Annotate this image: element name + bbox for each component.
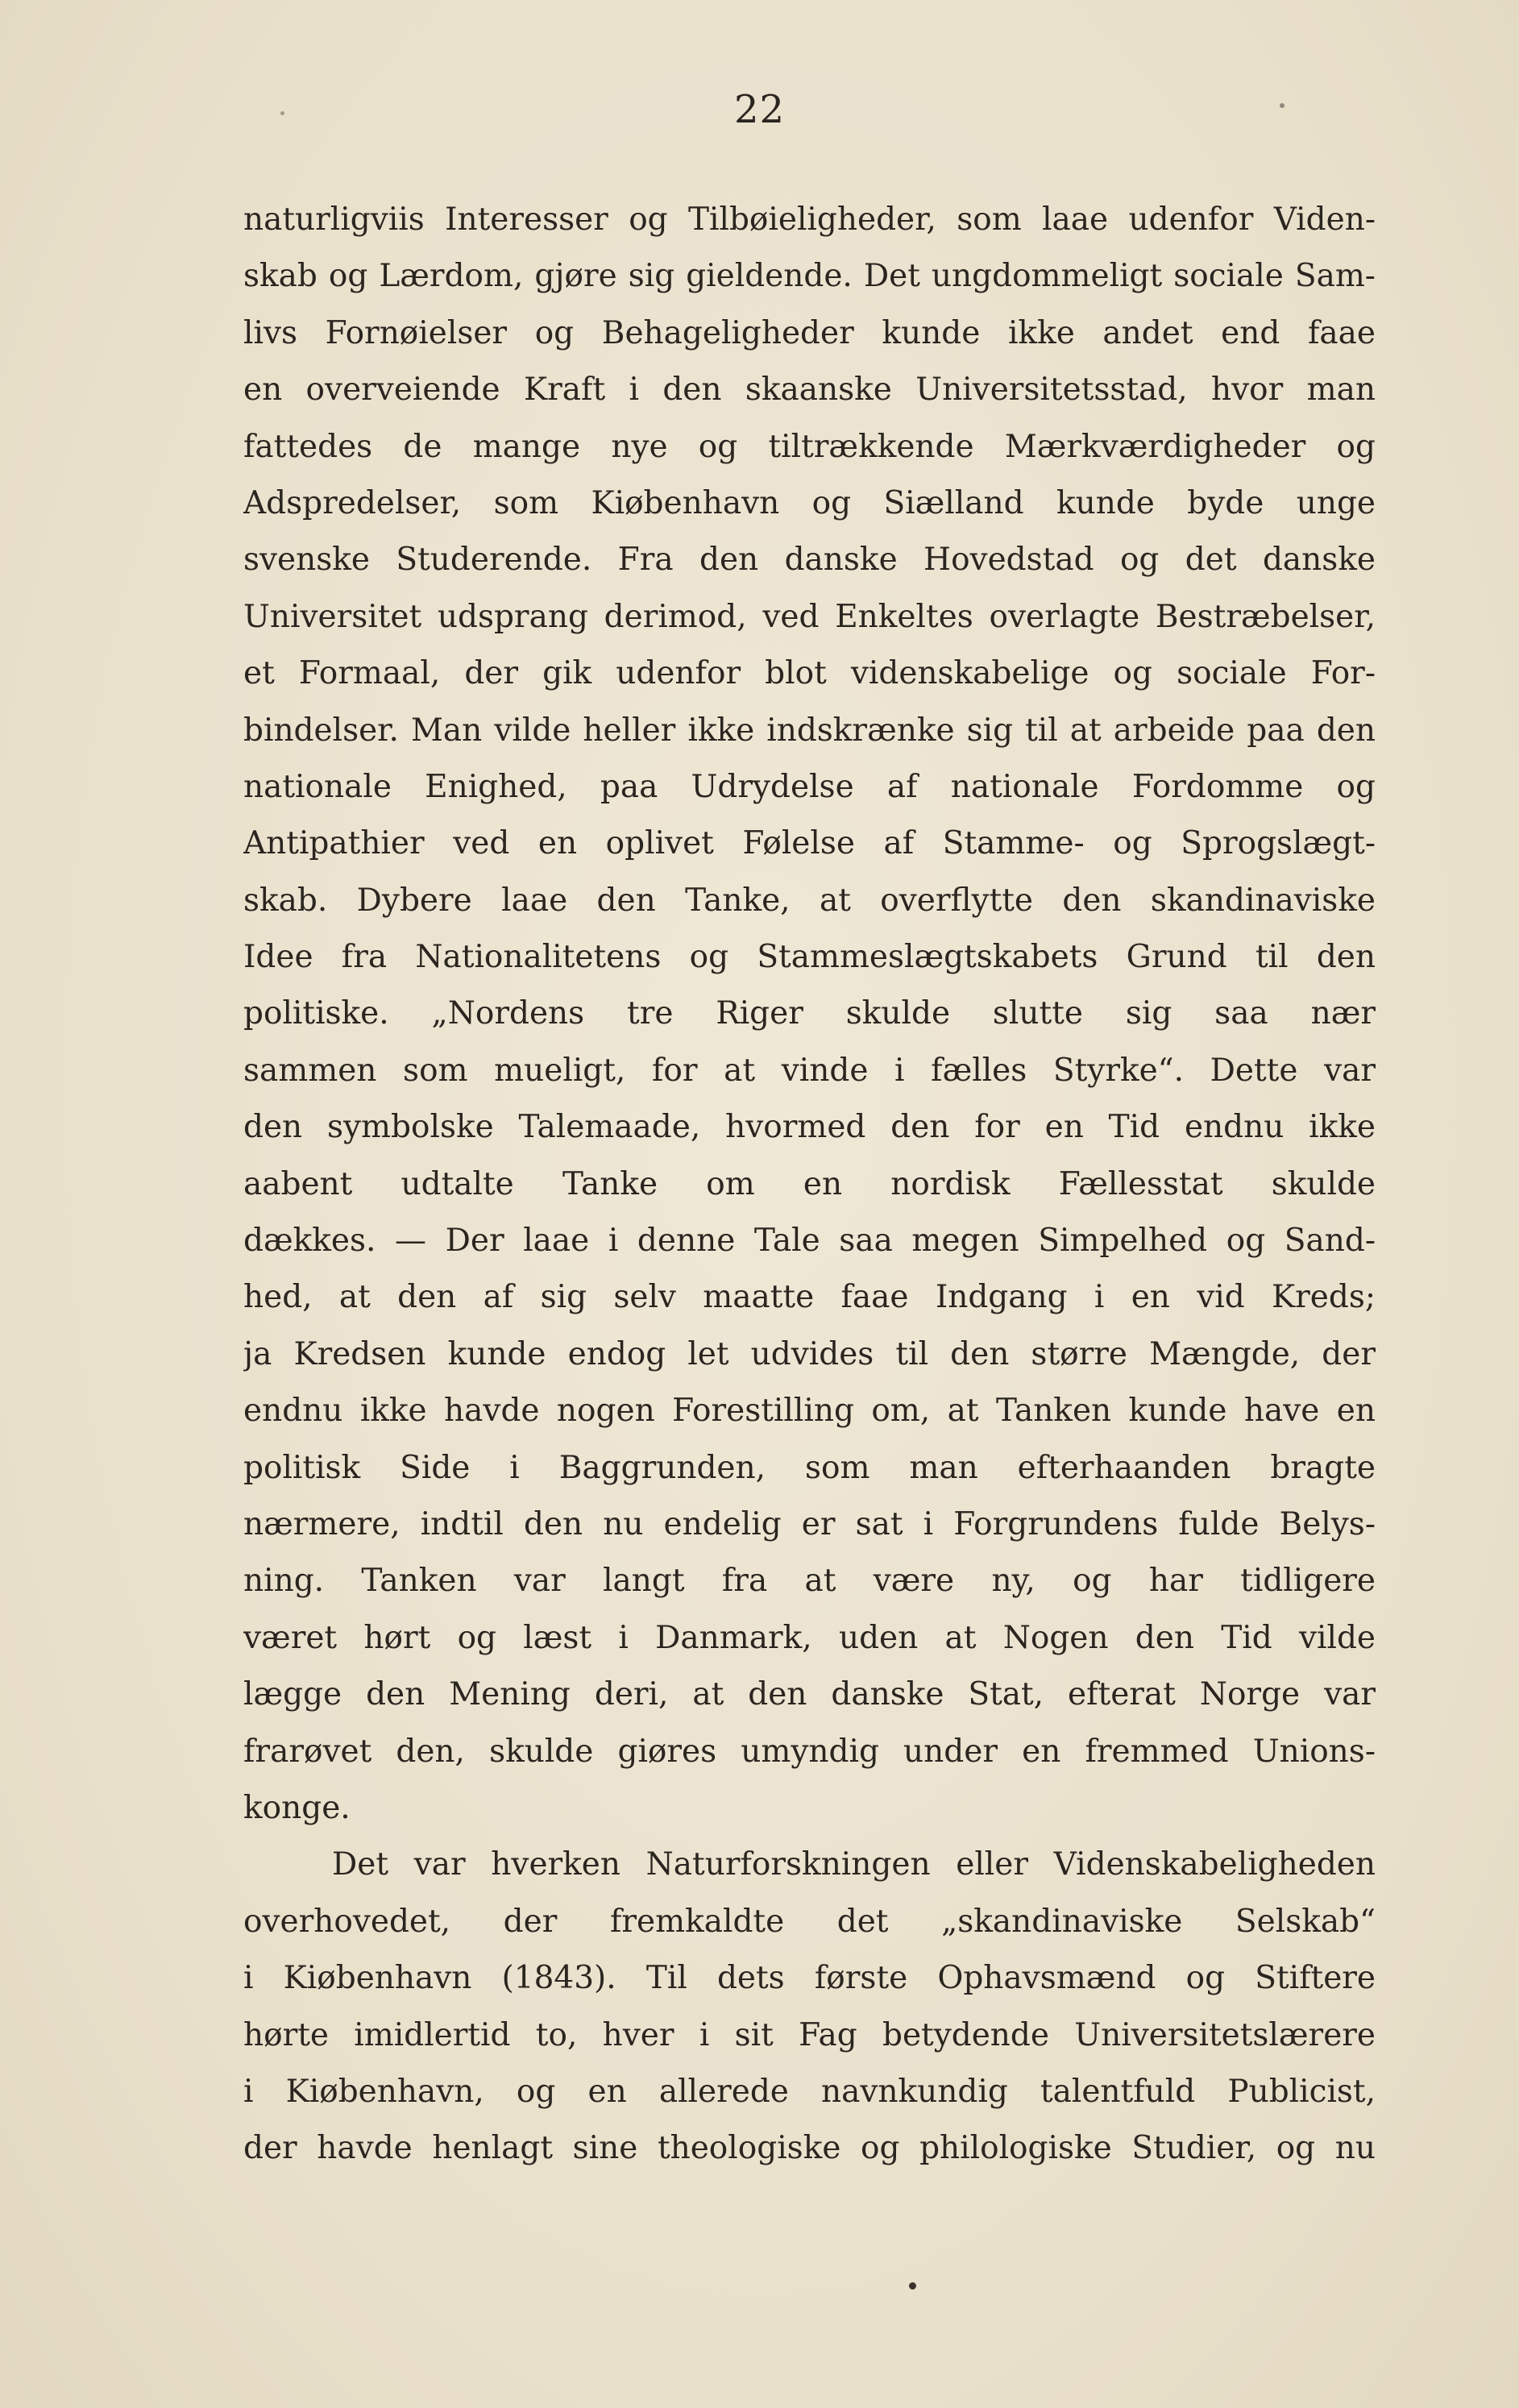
body-text: [243, 192, 1376, 2178]
text-line: et Formaal, der gik udenfor blot videnskabelige og sociale For-: [243, 655, 1376, 692]
text-line: Universitet udsprang derimod, ved Enkeltes overlagte Bestræbelser,: [243, 598, 1376, 635]
text-line: naturligviis Interesser og Tilbøieligheder, som laae udenfor Viden-: [243, 201, 1376, 238]
paragraph-start-line: Det var hverken Naturforskningen eller Videnskabeligheden: [332, 1846, 1376, 1883]
text-line: ning. Tanken var langt fra at være ny, og har tidligere: [243, 1563, 1376, 1600]
text-line: fattedes de mange nye og tiltrækkende Mærkværdigheder og: [243, 428, 1376, 465]
text-line: den symbolske Talemaade, hvormed den for en Tid endnu ikke: [243, 1109, 1376, 1146]
paper-speck: [280, 111, 284, 115]
text-line: der havde henlagt sine theologiske og philologiske Studier, og nu: [243, 2130, 1376, 2167]
text-line: sammen som mueligt, for at vinde i fælles Styrke“. Dette var: [243, 1052, 1376, 1089]
text-line: livs Fornøielser og Behageligheder kunde ikke andet end faae: [243, 314, 1376, 351]
text-line: svenske Studerende. Fra den danske Hovedstad og det danske: [243, 542, 1376, 579]
text-line: været hørt og læst i Danmark, uden at Nogen den Tid vilde: [243, 1619, 1376, 1656]
paper-speck: [909, 2282, 916, 2290]
text-line: frarøvet den, skulde giøres umyndig under en fremmed Unions-: [243, 1733, 1376, 1770]
text-line: bindelser. Man vilde heller ikke indskrænke sig til at arbeide paa den: [243, 712, 1376, 749]
page-number: 22: [733, 87, 786, 132]
text-line: i Kiøbenhavn (1843). Til dets første Ophavsmænd og Stiftere: [243, 1960, 1376, 1997]
text-line: Antipathier ved en oplivet Følelse af Stamme- og Sprogslægt-: [243, 825, 1376, 862]
text-line: aabent udtalte Tanke om en nordisk Fællesstat skulde: [243, 1165, 1376, 1202]
text-line: nationale Enighed, paa Udrydelse af nationale Fordomme og: [243, 768, 1376, 805]
text-line: overhovedet, der fremkaldte det „skandinaviske Selskab“: [243, 1903, 1376, 1940]
text-line: Adspredelser, som Kiøbenhavn og Siælland kunde byde unge: [243, 484, 1376, 521]
paragraph-end-line: konge.: [243, 1789, 351, 1826]
text-line: skab og Lærdom, gjøre sig gieldende. Det ungdommeligt sociale Sam-: [243, 258, 1376, 295]
text-line: endnu ikke havde nogen Forestilling om, at Tanken kunde have en: [243, 1393, 1376, 1430]
text-line: Idee fra Nationalitetens og Stammeslægtskabets Grund til den: [243, 939, 1376, 976]
text-line: politisk Side i Baggrunden, som man efterhaanden bragte: [243, 1449, 1376, 1486]
text-line: dækkes. — Der laae i denne Tale saa megen Simpelhed og Sand-: [243, 1223, 1376, 1260]
text-line: hørte imidlertid to, hver i sit Fag betydende Universitetslærere: [243, 2016, 1376, 2053]
text-line: ja Kredsen kunde endog let udvides til den større Mængde, der: [243, 1335, 1376, 1372]
paper-speck: [1280, 103, 1285, 108]
text-line: en overveiende Kraft i den skaanske Universitetsstad, hvor man: [243, 372, 1376, 409]
text-line: lægge den Mening deri, at den danske Stat, efterat Norge var: [243, 1676, 1376, 1713]
text-line: nærmere, indtil den nu endelig er sat i Forgrundens fulde Belys-: [243, 1505, 1376, 1542]
text-line: skab. Dybere laae den Tanke, at overflytte den skandinaviske: [243, 882, 1376, 919]
text-line: politiske. „Nordens tre Riger skulde slutte sig saa nær: [243, 995, 1376, 1032]
text-line: i Kiøbenhavn, og en allerede navnkundig talentfuld Publicist,: [243, 2073, 1376, 2110]
text-line: hed, at den af sig selv maatte faae Indgang i en vid Kreds;: [243, 1279, 1376, 1316]
